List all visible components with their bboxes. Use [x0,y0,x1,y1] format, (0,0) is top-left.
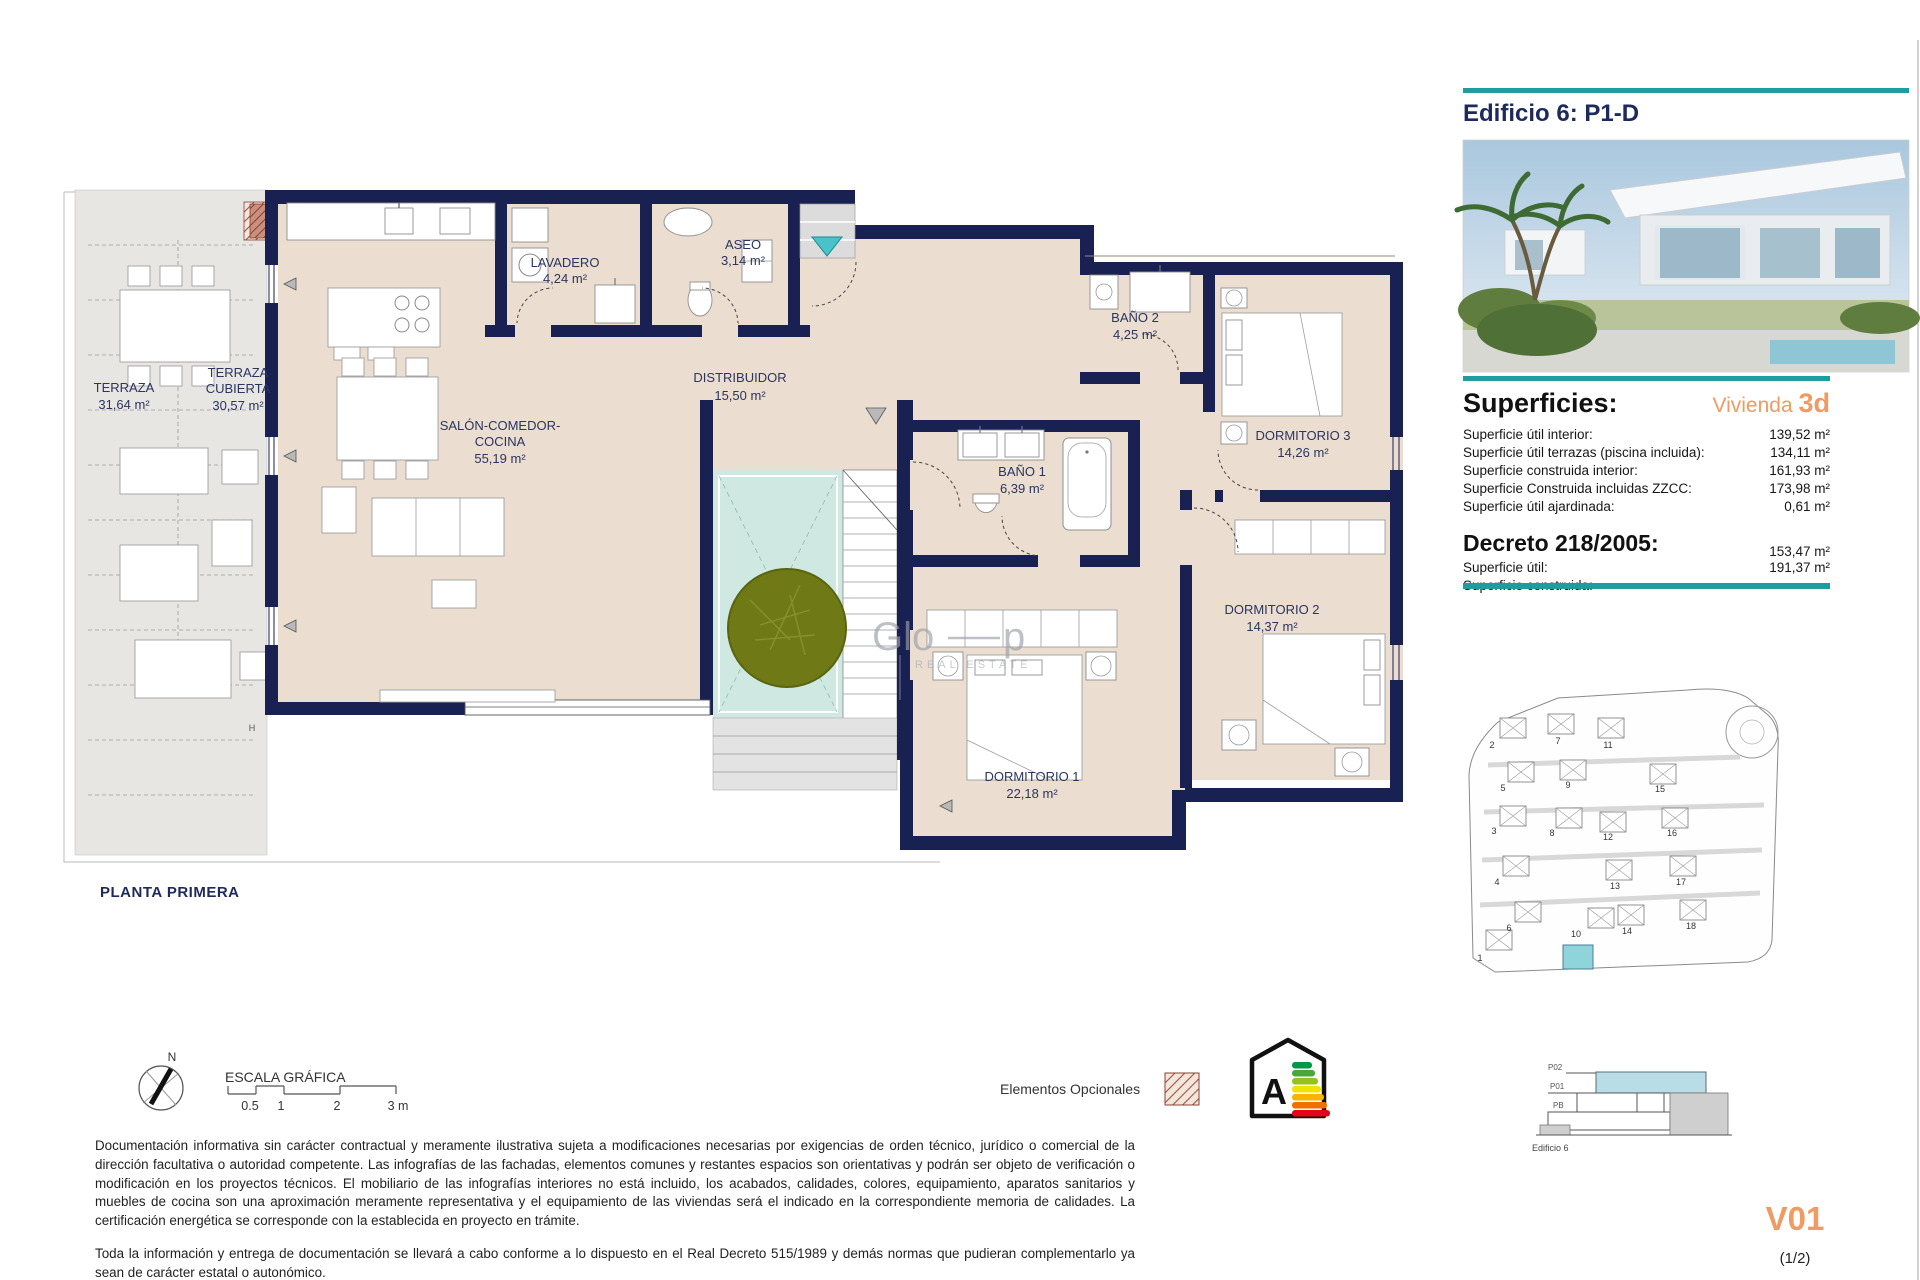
svg-text:5: 5 [1500,783,1506,793]
site-map [1469,689,1778,972]
svg-text:0.5: 0.5 [241,1099,259,1113]
h-mark: H [248,723,256,733]
vivienda-label: Vivienda 3d [1712,388,1830,418]
svg-text:COCINA: COCINA [474,434,526,449]
svg-text:15,50 m²: 15,50 m² [714,388,766,403]
optional-legend [1000,1073,1199,1105]
door-gap [1038,553,1080,569]
svg-text:3 m: 3 m [387,1099,409,1113]
svg-text:14,26 m²: 14,26 m² [1277,445,1329,460]
svg-text:2: 2 [333,1099,341,1113]
teal-rule-top [1463,88,1909,93]
room-label-bano1: BAÑO 1 [998,464,1046,479]
room-label-bano2: BAÑO 2 [1111,310,1159,325]
page-title: Edificio 6: P1-D [1463,100,1640,127]
legal-paragraph-1: Documentación informativa sin carácter contractual y meramente ilustrativa sujeta a modificaciones necesarias por exigencias de orden técnico, jurídico o comercial de la dirección facultativa o autoridad competente. Las infografías de las fachadas, elementos comunes y restantes espacios son orientativas y podrán ser objeto de verificación o modificación en los proyectos técnicos. El mobiliario de las infografías interiores no está incluido, los acabados, calidades, colores, equipamiento, aparatos sanitarios y muebles de cocina son una aproximación meramente representativa y el equipamiento de las viviendas será el indicado en la correspondiente memoria de calidades. La certificación energética se corresponde con la establecida en proyecto en trámite. [95,1138,1135,1228]
svg-text:3: 3 [1491,826,1497,836]
superficies-row: Superficie Construida incluidas ZZCC: 173,98 m² [1463,481,1830,496]
svg-text:2: 2 [1489,740,1495,750]
svg-text:4,25 m²: 4,25 m² [1112,327,1158,342]
teal-rule-superficies [1463,376,1830,381]
svg-text:4: 4 [1494,877,1500,887]
room-label-dorm2: DORMITORIO 2 [1224,602,1320,617]
room-label-salon: SALÓN-COMEDOR- [439,418,561,433]
decreto-block: Decreto 218/2005: 153,47 m² Superficie útil: 191,37 m² [1463,530,1830,575]
scale-bar [225,1069,408,1113]
svg-text:18: 18 [1685,921,1697,931]
svg-text:p: p [1003,615,1026,659]
svg-text:PB: PB [1553,1101,1564,1110]
room-label-aseo: ASEO [724,237,762,252]
room-label-terraza: TERRAZA [93,380,155,395]
superficies-row: Superficie útil interior: 139,52 m² [1463,427,1830,442]
energy-label-icon [1252,1040,1330,1117]
highlighted-unit [1563,945,1593,969]
room-label-lavadero: LAVADERO [530,255,600,270]
door-gap [702,323,738,339]
superficies-title: Superficies: [1463,388,1618,418]
vivienda-unit: 3d [1798,388,1830,418]
door-gap [515,323,551,339]
svg-text:12: 12 [1602,832,1614,842]
svg-text:14: 14 [1621,926,1633,936]
patio-tree [728,569,846,687]
svg-text:6,39 m²: 6,39 m² [999,481,1045,496]
svg-text:4,24 m²: 4,24 m² [542,271,588,286]
svg-text:31,64 m²: 31,64 m² [98,397,150,412]
svg-text:P02: P02 [1548,1063,1563,1072]
svg-text:P01: P01 [1550,1082,1565,1091]
svg-text:16: 16 [1666,828,1678,838]
svg-text:13: 13 [1609,881,1621,891]
building-elevation [1532,1063,1732,1153]
svg-text:8: 8 [1549,828,1555,838]
room-label-distribuidor: DISTRIBUIDOR [693,370,787,385]
svg-text:11: 11 [1603,740,1613,750]
room-label-dorm3: DORMITORIO 3 [1255,428,1351,443]
plan-version: V01 [1765,1200,1825,1237]
plan-title: PLANTA PRIMERA [100,884,240,901]
page-number: (1/2) [1779,1250,1811,1267]
svg-text:3,14 m²: 3,14 m² [720,253,766,268]
svg-text:7: 7 [1555,736,1561,746]
optional-hatch-swatch [1165,1073,1199,1105]
svg-text:REAL ESTATE: REAL ESTATE [915,659,1032,671]
svg-text:55,19 m²: 55,19 m² [474,451,526,466]
entrance [800,204,855,258]
villa-rendering [1457,140,1920,372]
decreto-title: Decreto 218/2005: [1463,530,1659,556]
svg-text:22,18 m²: 22,18 m² [1006,786,1058,801]
legal-paragraph-2: Toda la información y entrega de documentación se llevará a cabo conforme a lo dispuesto en el Real Decreto 515/1989 y demás normas que pudieran complementarlo ya sean de carácter estatal o autonómico. [95,1246,1135,1280]
compass-icon [139,1050,183,1110]
svg-text:Glo: Glo [872,615,935,659]
superficies-row: Superficie construida interior: 161,93 m² [1463,463,1830,478]
svg-text:30,57 m²: 30,57 m² [212,398,264,413]
svg-text:15: 15 [1654,784,1666,794]
dining-set [337,358,438,479]
superficies-row: Superficie útil terrazas (piscina incluida): 134,11 m² [1463,445,1830,460]
svg-text:ESCALA GRÁFICA: ESCALA GRÁFICA [225,1069,346,1085]
svg-text:9: 9 [1565,780,1571,790]
elevation-caption: Edificio 6 [1532,1143,1569,1153]
superficies-panel [1463,388,1830,595]
svg-text:Elementos Opcionales: Elementos Opcionales [1000,1081,1141,1097]
svg-text:14,37 m²: 14,37 m² [1246,619,1298,634]
superficies-row: Superficie útil ajardinada: 0,61 m² [1463,499,1830,514]
room-label-dorm1: DORMITORIO 1 [984,769,1080,784]
svg-text:CUBIERTA: CUBIERTA [205,381,271,396]
svg-text:A: A [1261,1071,1287,1112]
svg-text:10: 10 [1570,929,1582,939]
svg-text:17: 17 [1675,877,1687,887]
svg-text:N: N [167,1050,177,1064]
room-label-terraza-cubierta: TERRAZA [207,365,269,380]
teal-rule-bottom [1463,583,1830,589]
svg-text:1: 1 [1477,953,1483,963]
svg-text:1: 1 [277,1099,285,1113]
svg-text:6: 6 [1506,923,1512,933]
terrace-area [75,190,268,855]
